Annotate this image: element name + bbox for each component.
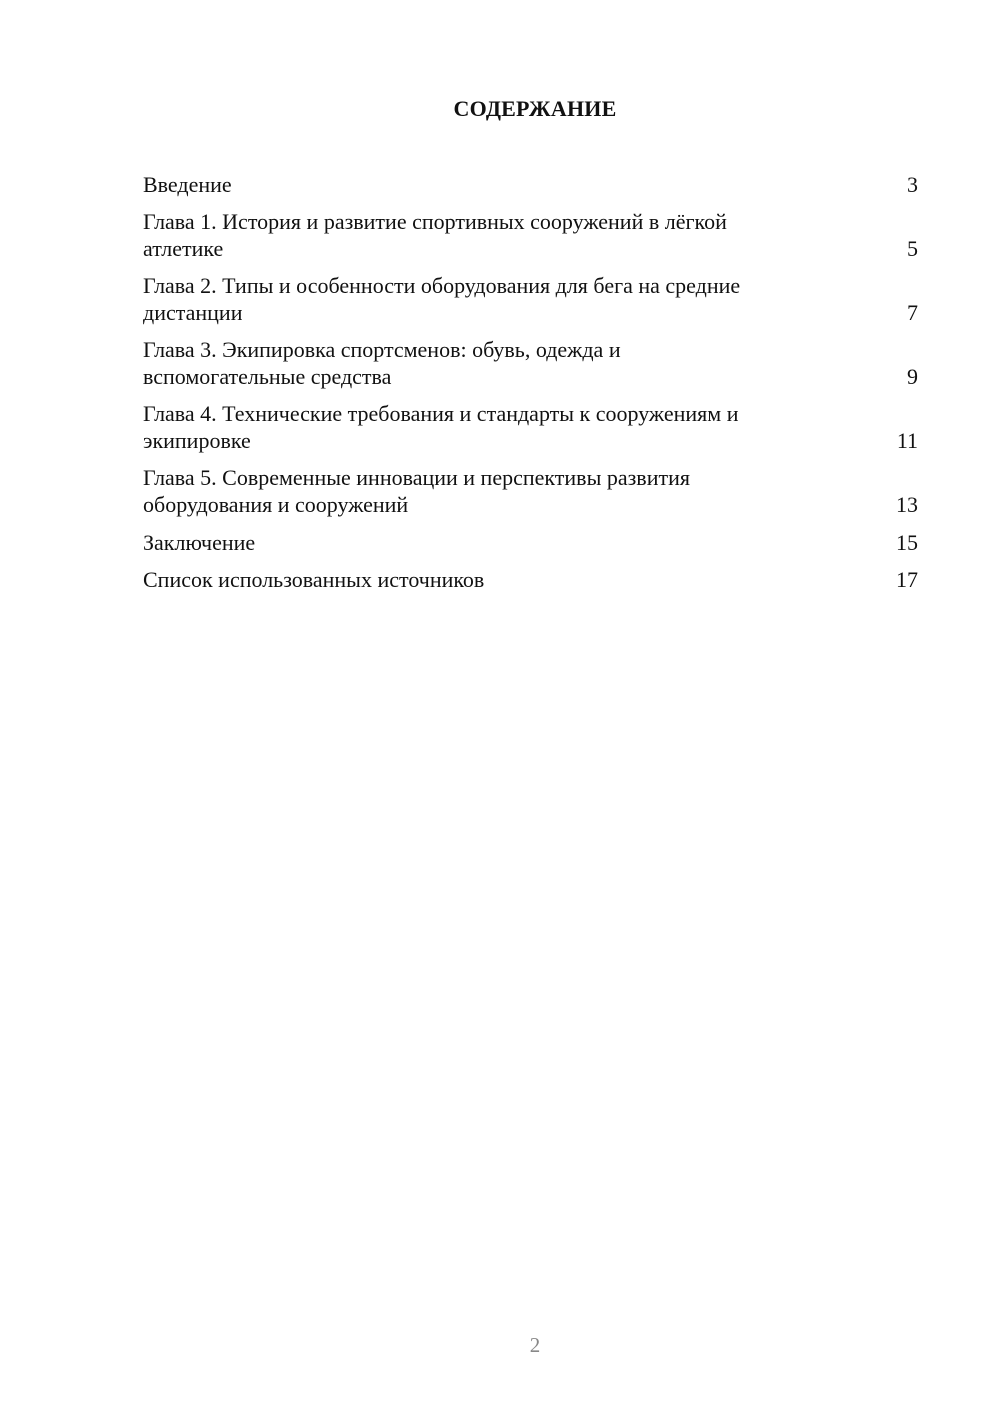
toc-entry-text: Введение <box>143 172 232 197</box>
toc-entry-text: Заключение <box>143 530 256 555</box>
toc-entry-text: атлетике <box>143 236 224 261</box>
toc-entry <box>143 464 918 518</box>
toc-entry-text: Список использованных источников <box>143 567 485 592</box>
toc-entry-text: вспомогательные средства <box>143 364 392 389</box>
toc-page-number: 15 <box>896 530 918 555</box>
toc-entry-text: дистанции <box>143 300 243 325</box>
toc-entry <box>143 400 918 454</box>
toc-page-number: 17 <box>896 567 918 592</box>
toc-entry-text: Глава 2. Типы и особенности оборудования для бега на средние <box>143 273 741 298</box>
toc-entry <box>143 566 918 593</box>
toc-entry-text: экипировке <box>143 428 251 453</box>
page-title: СОДЕРЖАНИЕ <box>453 96 617 121</box>
toc-page-number: 3 <box>907 172 918 197</box>
toc-entry <box>143 171 918 198</box>
toc-entry-text: оборудования и сооружений <box>143 492 409 517</box>
toc-page-number: 13 <box>896 492 918 517</box>
toc-page-number: 5 <box>907 236 918 261</box>
toc-page-number: 9 <box>907 364 918 389</box>
toc-entry <box>143 208 918 262</box>
toc-page-number: 7 <box>907 300 918 325</box>
toc-entry <box>143 336 918 390</box>
toc-entry-text: Глава 5. Современные инновации и перспективы развития <box>143 465 690 490</box>
toc-entry <box>143 529 918 556</box>
toc-page-number: 11 <box>896 428 918 453</box>
toc-entry <box>143 272 918 326</box>
page-number: 2 <box>529 1333 541 1357</box>
toc-entry-text: Глава 3. Экипировка спортсменов: обувь, одежда и <box>143 337 621 362</box>
toc-entry-text: Глава 4. Технические требования и стандарты к сооружениям и <box>143 401 739 426</box>
toc-entry-text: Глава 1. История и развитие спортивных сооружений в лёгкой <box>143 209 727 234</box>
